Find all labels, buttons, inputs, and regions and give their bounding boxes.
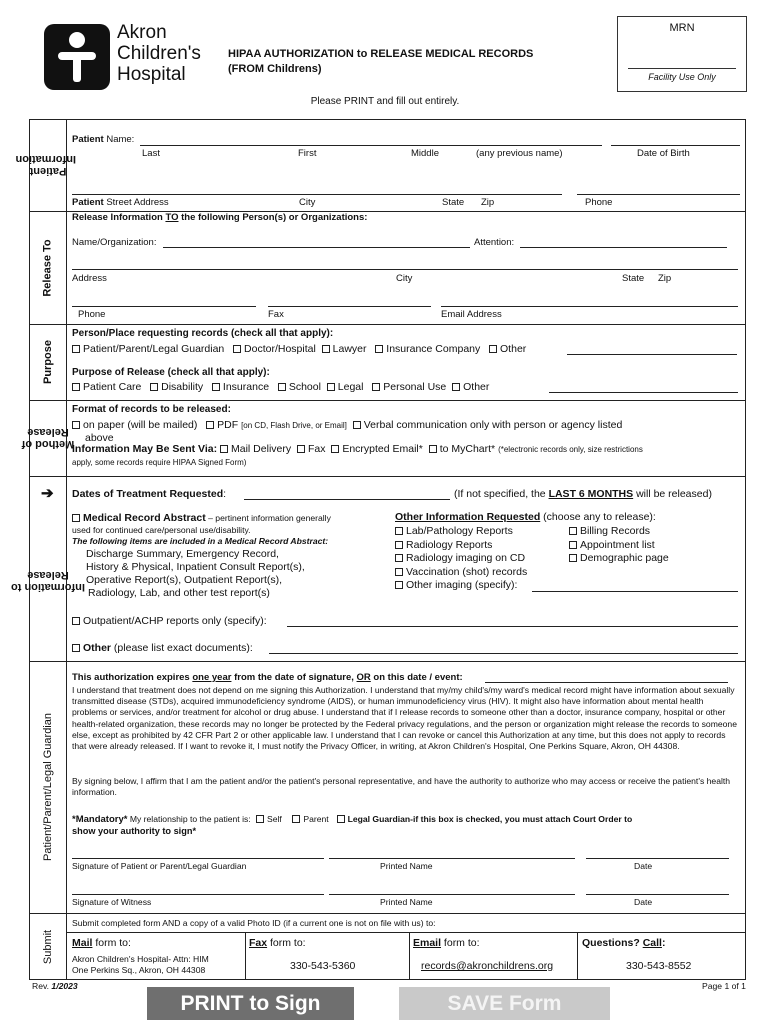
dob-label: Date of Birth (637, 148, 690, 159)
other-imaging-field[interactable] (532, 591, 738, 592)
other-docs-field[interactable] (269, 653, 738, 654)
other-docs-option: Other (please list exact documents): (72, 642, 253, 654)
abstract-option: Medical Record Abstract – pertinent information generally (72, 512, 331, 524)
purpose-heading: Purpose of Release (check all that apply): (72, 367, 270, 378)
checkbox-format-pdf[interactable] (206, 421, 214, 429)
checkbox-sent-mail[interactable] (220, 445, 228, 453)
checkbox-requester-doctor[interactable] (233, 345, 241, 353)
other-left-0: Lab/Pathology Reports (395, 525, 513, 537)
section-release-to: Release To (42, 238, 54, 297)
print-note: Please PRINT and fill out entirely. (310, 96, 460, 107)
mrn-footer: Facility Use Only (648, 72, 716, 82)
purpose-options: Patient Care Disability Insurance School Legal Personal Use Other (72, 381, 489, 393)
checkbox-requester-other[interactable] (489, 345, 497, 353)
checkbox-vaccination[interactable] (395, 568, 403, 576)
save-form-button[interactable]: SAVE Form (399, 987, 610, 1020)
section-information-to-release: Information to Release (11, 568, 85, 593)
checkbox-purpose-disability[interactable] (150, 383, 158, 391)
release-state-label: State (622, 273, 645, 284)
witness-date-label: Date (634, 897, 653, 907)
other-left-3: Vaccination (shot) records (395, 566, 527, 578)
other-info-heading: Other Information Requested (choose any to release): (395, 511, 656, 523)
state-label: State (442, 197, 465, 208)
release-fax-field[interactable] (268, 306, 431, 307)
abstract-item: Discharge Summary, Emergency Record, (86, 548, 279, 560)
name-org-field[interactable] (163, 247, 470, 248)
fax-number: 330-543-5360 (290, 960, 356, 972)
section-purpose: Purpose (42, 339, 55, 385)
fax-heading: Fax form to: (249, 937, 306, 949)
checkbox-sent-fax[interactable] (297, 445, 305, 453)
last-label: Last (142, 148, 160, 159)
requester-other-field[interactable] (567, 354, 737, 355)
questions-heading: Questions? Call: (582, 937, 666, 949)
attention-label: Attention: (474, 237, 515, 248)
hospital-logo-text: Akron Children's Hospital (117, 22, 201, 85)
witness-printed-field[interactable] (329, 894, 575, 895)
other-left-2: Radiology imaging on CD (395, 552, 525, 564)
mail-heading: Mail form to: (72, 937, 131, 949)
release-heading: Release Information TO the following Person(s) or Organizations: (72, 212, 368, 223)
other-left-1: Radiology Reports (395, 539, 492, 551)
other-right-0: Billing Records (569, 525, 650, 537)
authorization-paragraph: I understand that treatment does not depend on me signing this Authorization. I understand that my/my child's/my ward's medical record might have information about sexually transmitted disease (STDs), acquired immunodeficiency syndrome (AIDS), or human immunodeficiency virus (HIV). It might also have information about mental health problems or services, and/or treatment for alcohol or drug abuse. I understand that if I release records to someone other than a doctor, insurance company, hospital or other health-related organization, these records may no longer be protected by the Federal privacy regulations, and the person or organization might release the records to someone else, except as prohibited by 42 CFR Part 2 or other applicable law. I understand that I can revoke or cancel this Authorization at any time, but this does not apply to records that were already released. If I want to revoke it, I must notify the Privacy Officer, in writing, at Akron Children's Hospital, One Perkins Square, Akron, OH 44308. (72, 685, 737, 752)
checkbox-purpose-personal[interactable] (372, 383, 380, 391)
release-email-field[interactable] (441, 306, 738, 307)
patient-phone-field[interactable] (577, 194, 740, 195)
checkbox-purpose-insurance[interactable] (212, 383, 220, 391)
checkbox-demographic[interactable] (569, 554, 577, 562)
attention-field[interactable] (520, 247, 727, 248)
checkbox-other-docs[interactable] (72, 644, 80, 652)
release-phone-label: Phone (78, 309, 106, 320)
printed-name-label: Printed Name (380, 861, 433, 871)
page-number: Page 1 of 1 (702, 981, 746, 991)
patient-street-label: Patient Street Address (72, 197, 169, 208)
release-city-label: City (396, 273, 413, 284)
address-label: Address (72, 273, 107, 284)
section-method-of-release: Method of Release (21, 426, 75, 450)
other-right-2: Demographic page (569, 552, 669, 564)
requesting-options: Patient/Parent/Legal Guardian Doctor/Hospital Lawyer Insurance Company Other (72, 343, 526, 355)
format-heading: Format of records to be released: (72, 404, 231, 415)
dob-field[interactable] (611, 145, 740, 146)
abstract-item: History & Physical, Inpatient Consult Report(s), (86, 561, 305, 573)
release-phone-field[interactable] (72, 306, 256, 307)
checkbox-parent[interactable] (292, 815, 300, 823)
date-label: Date (634, 861, 653, 871)
sent-note: apply, some records require HIPAA Signed Form) (72, 458, 247, 467)
checkbox-requester-insurance[interactable] (375, 345, 383, 353)
checkbox-purpose-school[interactable] (278, 383, 286, 391)
checkbox-self[interactable] (256, 815, 264, 823)
checkbox-sent-email[interactable] (331, 445, 339, 453)
arrow-right-icon: ➔ (41, 485, 54, 502)
section-patient-information: Patient Information (15, 153, 76, 177)
abstract-desc: used for continued care/personal use/disability. (72, 525, 251, 535)
purpose-other-field[interactable] (549, 392, 738, 393)
abstract-item: Radiology, Lab, and other test report(s) (88, 587, 270, 599)
city-label: City (299, 197, 316, 208)
signature-field[interactable] (72, 858, 324, 859)
guardian-note: show your authority to sign* (72, 826, 197, 836)
outpatient-option: Outpatient/ACHP reports only (specify): (72, 615, 267, 627)
expires-line: This authorization expires one year from the date of signature, OR on this date / event: (72, 672, 463, 683)
form-title: HIPAA AUTHORIZATION to RELEASE MEDICAL RECORDS (FROM Childrens) (228, 48, 534, 75)
other-left-4: Other imaging (specify): (395, 579, 517, 591)
checkbox-other-imaging[interactable] (395, 581, 403, 589)
checkbox-radiology-reports[interactable] (395, 541, 403, 549)
mrn-box[interactable] (617, 16, 747, 92)
checkbox-requester-lawyer[interactable] (322, 345, 330, 353)
abstract-item: Operative Report(s), Outpatient Report(s), (86, 574, 283, 586)
revision-date: Rev. 1/2023 (32, 981, 78, 991)
dates-note: (If not specified, the LAST 6 MONTHS will be released) (454, 488, 712, 500)
patient-name-field[interactable] (140, 145, 602, 146)
address-field[interactable] (72, 269, 738, 270)
release-fax-label: Fax (268, 309, 284, 320)
checkbox-appointment[interactable] (569, 541, 577, 549)
expires-field[interactable] (485, 682, 728, 683)
mail-address-1: Akron Children's Hospital- Attn: HIM (72, 954, 209, 964)
outpatient-field[interactable] (287, 626, 738, 627)
checkbox-outpatient[interactable] (72, 617, 80, 625)
email-link[interactable]: records@akronchildrens.org (421, 960, 554, 972)
checkbox-sent-mychart[interactable] (429, 445, 437, 453)
submit-instructions: Submit completed form AND a copy of a valid Photo ID (if a current one is not on file with us) to: (72, 918, 436, 928)
checkbox-purpose-legal[interactable] (327, 383, 335, 391)
checkbox-radiology-cd[interactable] (395, 554, 403, 562)
verbal-cont: above (85, 432, 114, 444)
zip-label: Zip (481, 197, 495, 208)
witness-signature-field[interactable] (72, 894, 324, 895)
checkbox-format-verbal[interactable] (353, 421, 361, 429)
dates-field[interactable] (244, 499, 450, 500)
section-submit: Submit (42, 929, 54, 964)
signature-label: Signature of Patient or Parent/Legal Guardian (72, 861, 247, 871)
first-label: First (298, 148, 317, 159)
questions-phone: 330-543-8552 (626, 960, 692, 972)
other-right-1: Appointment list (569, 539, 655, 551)
date-field[interactable] (586, 858, 729, 859)
checkbox-purpose-other[interactable] (452, 383, 460, 391)
release-zip-label: Zip (658, 273, 672, 284)
checkbox-format-paper[interactable] (72, 421, 80, 429)
affirmation-paragraph: By signing below, I affirm that I am the patient and/or the patient's personal representative, and have the authority to authorize who may access or receive the patient's health information. (72, 776, 731, 798)
abstract-included: The following items are included in a Medical Record Abstract: (72, 536, 329, 546)
section-guardian: Patient/Parent/Legal Guardian (42, 713, 54, 861)
checkbox-legal-guardian[interactable] (337, 815, 345, 823)
previous-name-label: (any previous name) (476, 148, 563, 159)
patient-address-field[interactable] (72, 194, 562, 195)
mrn-label: MRN (669, 22, 695, 34)
format-options: on paper (will be mailed) PDF [on CD, Flash Drive, or Email] Verbal communication only with person or agency listed (72, 419, 622, 431)
mail-address-2: One Perkins Sq., Akron, OH 44308 (72, 965, 206, 975)
release-email-label: Email Address (441, 309, 502, 320)
hospital-logo-icon (44, 24, 110, 90)
checkbox-requester-patient[interactable] (72, 345, 80, 353)
requesting-heading: Person/Place requesting records (check all that apply): (72, 328, 334, 339)
printed-name-field[interactable] (329, 858, 575, 859)
checkbox-lab[interactable] (395, 527, 403, 535)
sent-via-options: Information May Be Sent Via: Mail Delivery Fax Encrypted Email* to MyChart* (*electronic records only, size restrictions (72, 443, 643, 455)
witness-printed-label: Printed Name (380, 897, 433, 907)
patient-name-label: Patient Name: (72, 134, 135, 145)
relationship-line: *Mandatory* My relationship to the patient is: Self Parent Legal Guardian-if this box is checked, you must attach Court Order to (72, 814, 633, 825)
witness-date-field[interactable] (586, 894, 729, 895)
email-heading: Email form to: (413, 937, 480, 949)
checkbox-abstract[interactable] (72, 514, 80, 522)
phone-label: Phone (585, 197, 613, 208)
print-to-sign-button[interactable]: PRINT to Sign (147, 987, 354, 1020)
dates-label: Dates of Treatment Requested: (72, 488, 227, 500)
witness-label: Signature of Witness (72, 897, 152, 907)
checkbox-purpose-patient-care[interactable] (72, 383, 80, 391)
middle-label: Middle (411, 148, 439, 159)
checkbox-billing[interactable] (569, 527, 577, 535)
name-org-label: Name/Organization: (72, 237, 157, 248)
